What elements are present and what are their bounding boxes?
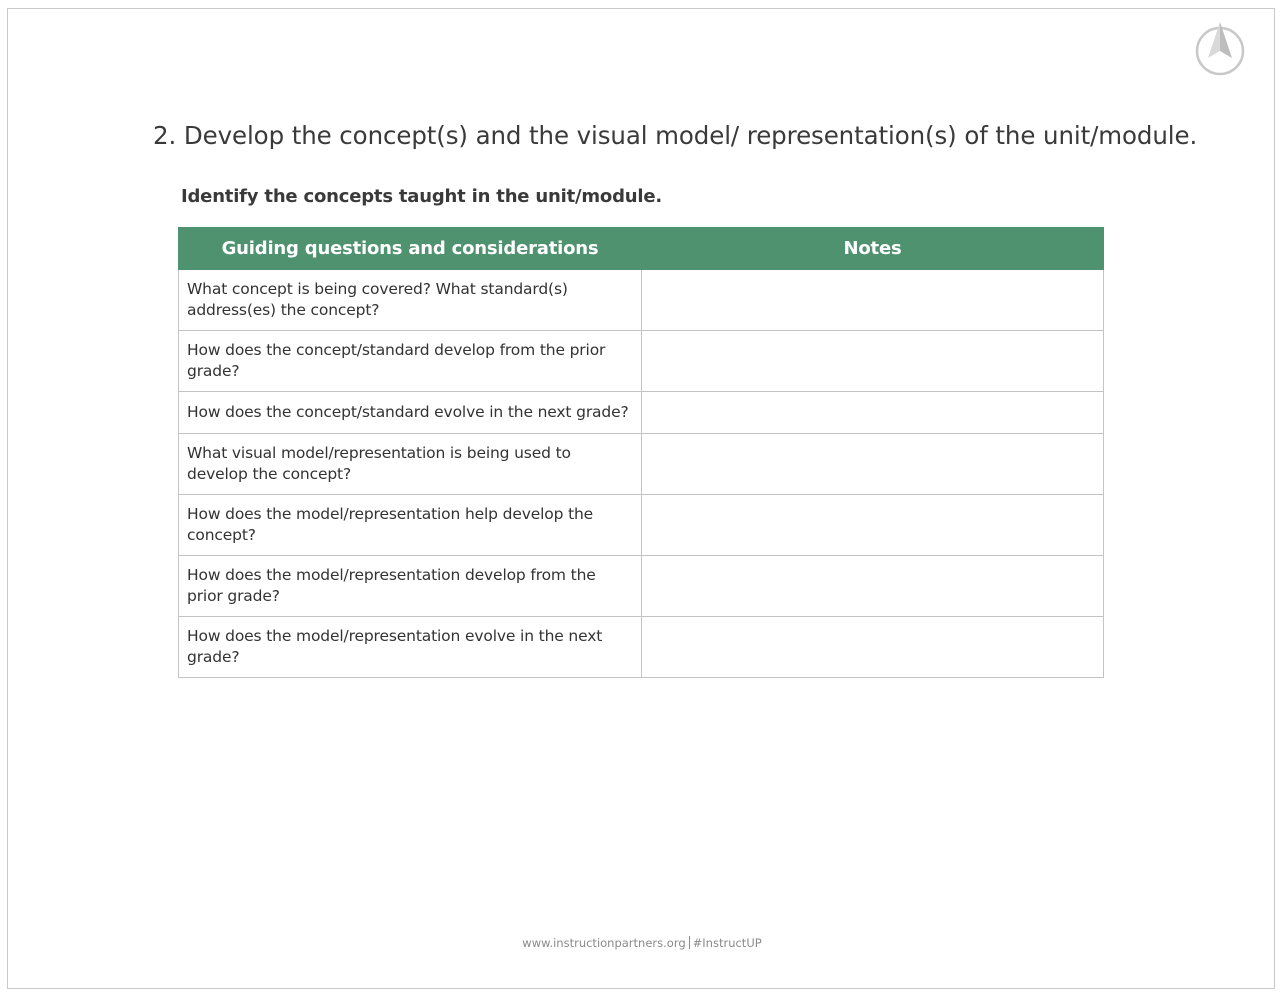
- question-cell: How does the model/representation help develop the concept?: [179, 495, 642, 556]
- notes-cell[interactable]: [642, 392, 1104, 434]
- section-subheading: Identify the concepts taught in the unit/module.: [181, 186, 662, 207]
- question-cell: How does the concept/standard evolve in the next grade?: [179, 392, 642, 434]
- question-cell: How does the concept/standard develop from the prior grade?: [179, 331, 642, 392]
- compass-arrow-logo-icon: [1195, 20, 1245, 80]
- footer-divider: [689, 936, 690, 949]
- table-header-row: [179, 228, 1104, 270]
- table-row: [179, 331, 1104, 392]
- table-row: [179, 434, 1104, 495]
- table-row: [179, 617, 1104, 678]
- guiding-questions-table: [178, 227, 1104, 678]
- table-row: [179, 392, 1104, 434]
- notes-cell[interactable]: [642, 434, 1104, 495]
- question-cell: How does the model/representation develop from the prior grade?: [179, 556, 642, 617]
- notes-cell[interactable]: [642, 331, 1104, 392]
- question-cell: What visual model/representation is being used to develop the concept?: [179, 434, 642, 495]
- document-page: [7, 8, 1275, 989]
- table-row: [179, 556, 1104, 617]
- question-cell: How does the model/representation evolve in the next grade?: [179, 617, 642, 678]
- table-row: [179, 270, 1104, 331]
- column-header-guiding-questions: Guiding questions and considerations: [179, 228, 642, 270]
- notes-cell[interactable]: [642, 270, 1104, 331]
- column-header-notes: Notes: [642, 228, 1104, 270]
- table-row: [179, 495, 1104, 556]
- footer-website-link[interactable]: www.instructionpartners.org: [522, 936, 686, 950]
- section-heading: 2. Develop the concept(s) and the visual model/ representation(s) of the unit/module.: [153, 121, 1198, 150]
- footer-hashtag: #InstructUP: [692, 936, 762, 950]
- notes-cell[interactable]: [642, 617, 1104, 678]
- page-footer: [8, 936, 1276, 950]
- notes-cell[interactable]: [642, 495, 1104, 556]
- notes-cell[interactable]: [642, 556, 1104, 617]
- question-cell: What concept is being covered? What standard(s) address(es) the concept?: [179, 270, 642, 331]
